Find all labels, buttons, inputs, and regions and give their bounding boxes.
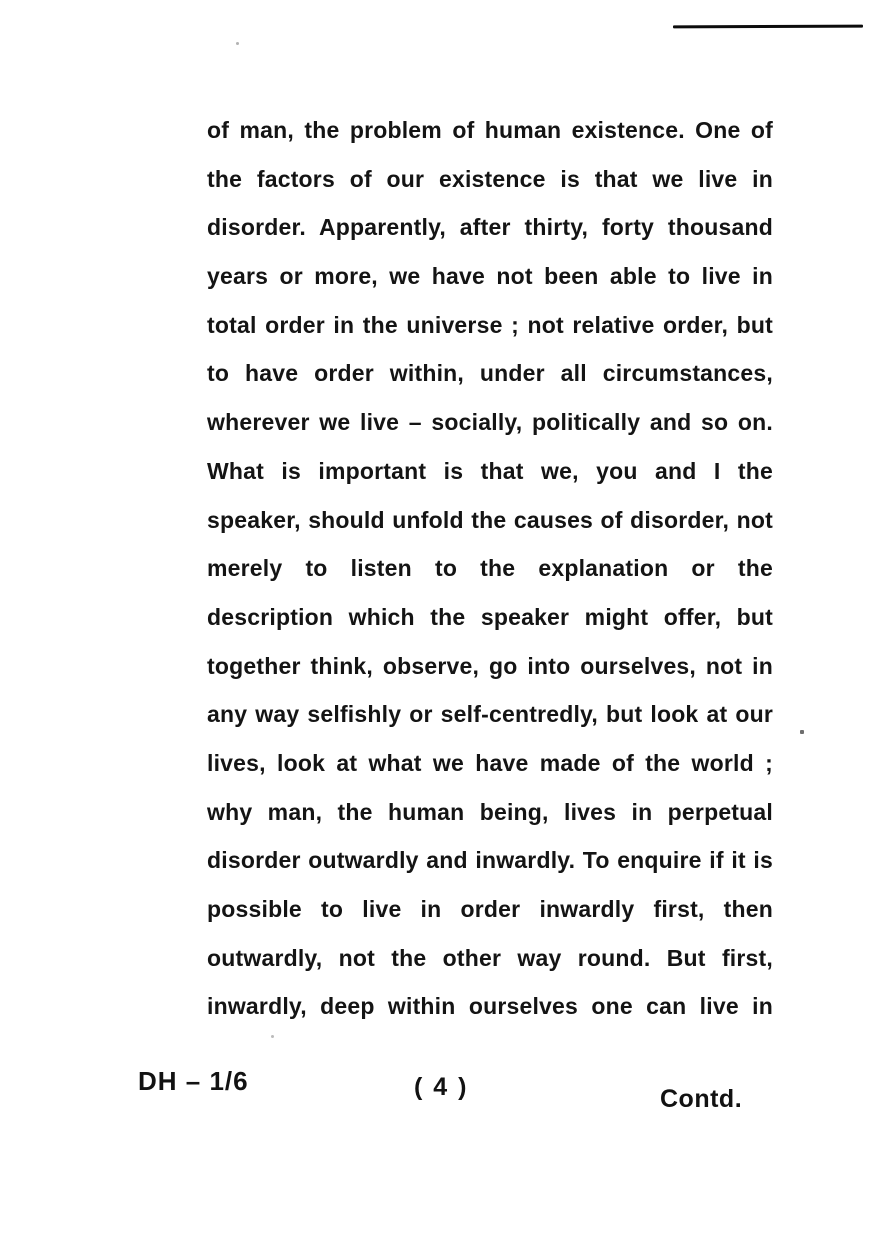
text-line: possible to live in order inwardly first, then [207,896,773,922]
text-line: of man, the problem of human existence. One of [207,117,773,143]
text-line: total order in the universe ; not relative order, but [207,311,773,338]
text-line: why man, the human being, lives in perpetual [207,798,773,825]
body-text-block [207,106,773,1031]
text-line: wherever we live – socially, politically and so on. [207,409,773,436]
text-line: outwardly, not the other way round. But first, [207,944,773,971]
text-line: description which the speaker might offer, but [207,603,773,630]
contd-label: Contd. [660,1085,743,1113]
scan-artifact-dot [271,1035,274,1038]
text-line: What is important is that we, you and I the [207,457,773,484]
text-line: disorder outwardly and inwardly. To enquire if it is [207,847,773,874]
text-line: the factors of our existence is that we live in [207,165,773,192]
scan-artifact-dot [236,42,239,45]
page-number: ( 4 ) [414,1073,469,1101]
text-line: years or more, we have not been able to live in [207,263,773,290]
text-line: speaker, should unfold the causes of disorder, not [207,506,773,533]
text-line: inwardly, deep within ourselves one can live in [207,993,773,1020]
scan-artifact-dot [800,730,804,734]
text-line: lives, look at what we have made of the world ; [207,749,773,776]
text-line: merely to listen to the explanation or the [207,555,773,582]
text-line: disorder. Apparently, after thirty, forty thousand [207,214,773,241]
paper-code: DH – 1/6 [138,1066,249,1096]
text-line: to have order within, under all circumstances, [207,360,773,387]
text-line: together think, observe, go into ourselves, not in [207,652,773,679]
text-line: any way selfishly or self-centredly, but look at our [207,701,773,728]
top-right-rule [673,25,863,29]
